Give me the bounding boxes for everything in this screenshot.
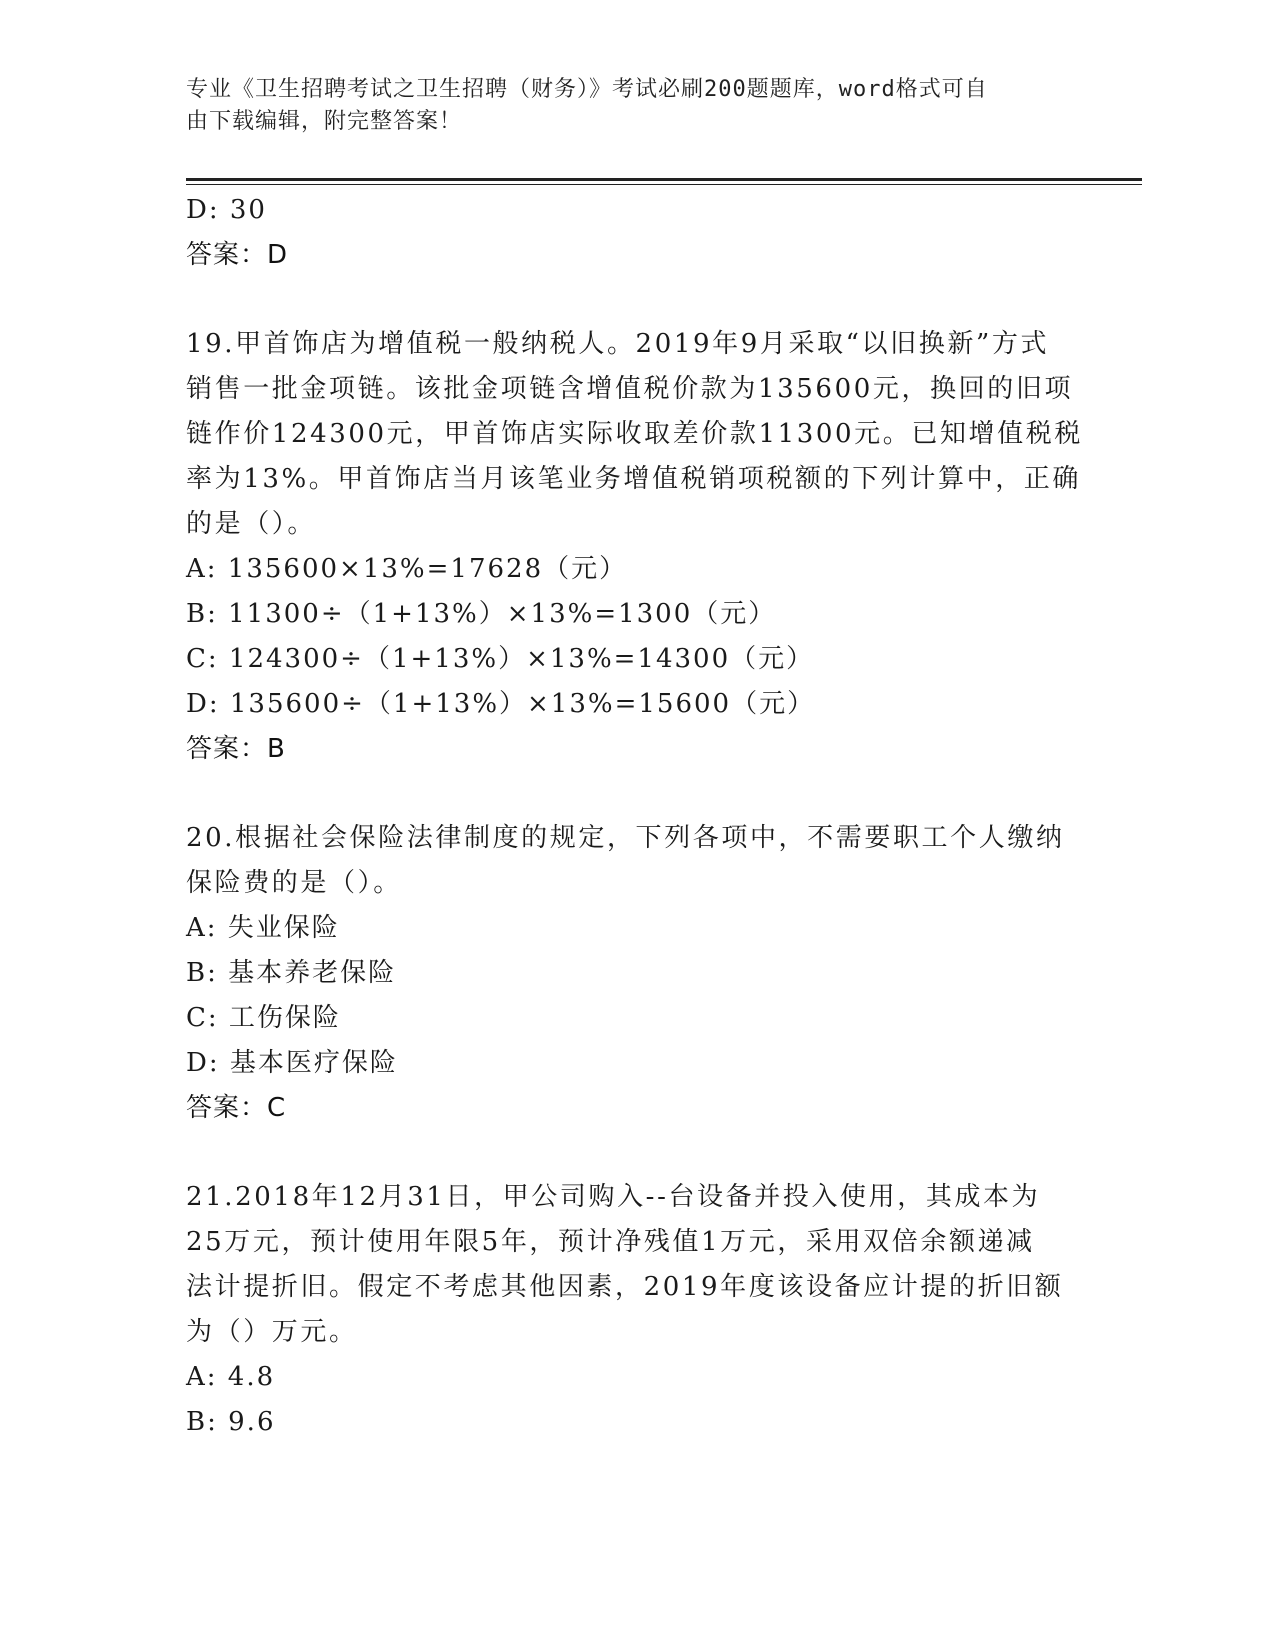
option-d: D: 30 (186, 195, 267, 225)
question-line: 25万元，预计使用年限5年，预计净残值1万元，采用双倍余额递减 (186, 1227, 1035, 1257)
answer-line: 答案：D (186, 240, 289, 270)
question-21 (186, 1175, 1086, 1445)
option-d: D: 基本医疗保险 (186, 1048, 398, 1078)
question-18-tail (186, 188, 1086, 278)
question-line: 链作价124300元，甲首饰店实际收取差价款11300元。已知增值税税 (186, 419, 1083, 449)
option-b: B: 9.6 (186, 1407, 276, 1437)
header-rule-thick (186, 178, 1142, 181)
question-line: 保险费的是（）。 (186, 868, 402, 898)
answer-line: 答案：B (186, 734, 286, 764)
option-a: A: 135600×13%=17628（元） (186, 554, 628, 584)
option-c: C: 工伤保险 (186, 1003, 341, 1033)
question-text (186, 1175, 1086, 1355)
document-body (186, 188, 1086, 1445)
answer-line: 答案：C (186, 1093, 287, 1123)
question-line: 率为13%。甲首饰店当月该笔业务增值税销项税额的下列计算中，正确 (186, 464, 1081, 494)
page-header (186, 74, 1066, 138)
question-20 (186, 816, 1086, 1131)
question-line: 销售一批金项链。该批金项链含增值税价款为135600元，换回的旧项 (186, 374, 1074, 404)
option-a: A: 4.8 (186, 1362, 276, 1392)
spacer (186, 278, 1086, 322)
question-text (186, 816, 1086, 906)
question-line: 法计提折旧。假定不考虑其他因素，2019年度该设备应计提的折旧额 (186, 1272, 1064, 1302)
option-a: A: 失业保险 (186, 913, 340, 943)
spacer (186, 1131, 1086, 1175)
question-line: 的是（）。 (186, 509, 317, 539)
option-b: B: 11300÷（1+13%）×13%=1300（元） (186, 599, 777, 629)
question-text (186, 322, 1086, 547)
option-c: C: 124300÷（1+13%）×13%=14300（元） (186, 644, 815, 674)
header-rule-thin (186, 184, 1142, 185)
question-19 (186, 322, 1086, 772)
question-line: 21.2018年12月31日，甲公司购入--台设备并投入使用，其成本为 (186, 1182, 1041, 1212)
option-d: D: 135600÷（1+13%）×13%=15600（元） (186, 689, 816, 719)
spacer (186, 772, 1086, 816)
header-line-2: 由下载编辑，附完整答案！ (186, 109, 463, 134)
question-line: 19.甲首饰店为增值税一般纳税人。2019年9月采取“以旧换新”方式 (186, 329, 1050, 359)
question-line: 为（）万元。 (186, 1317, 358, 1347)
option-b: B: 基本养老保险 (186, 958, 397, 988)
question-line: 20.根据社会保险法律制度的规定，下列各项中，不需要职工个人缴纳 (186, 823, 1065, 853)
header-line-1: 专业《卫生招聘考试之卫生招聘（财务）》考试必刷200题题库，word格式可自 (186, 77, 988, 102)
